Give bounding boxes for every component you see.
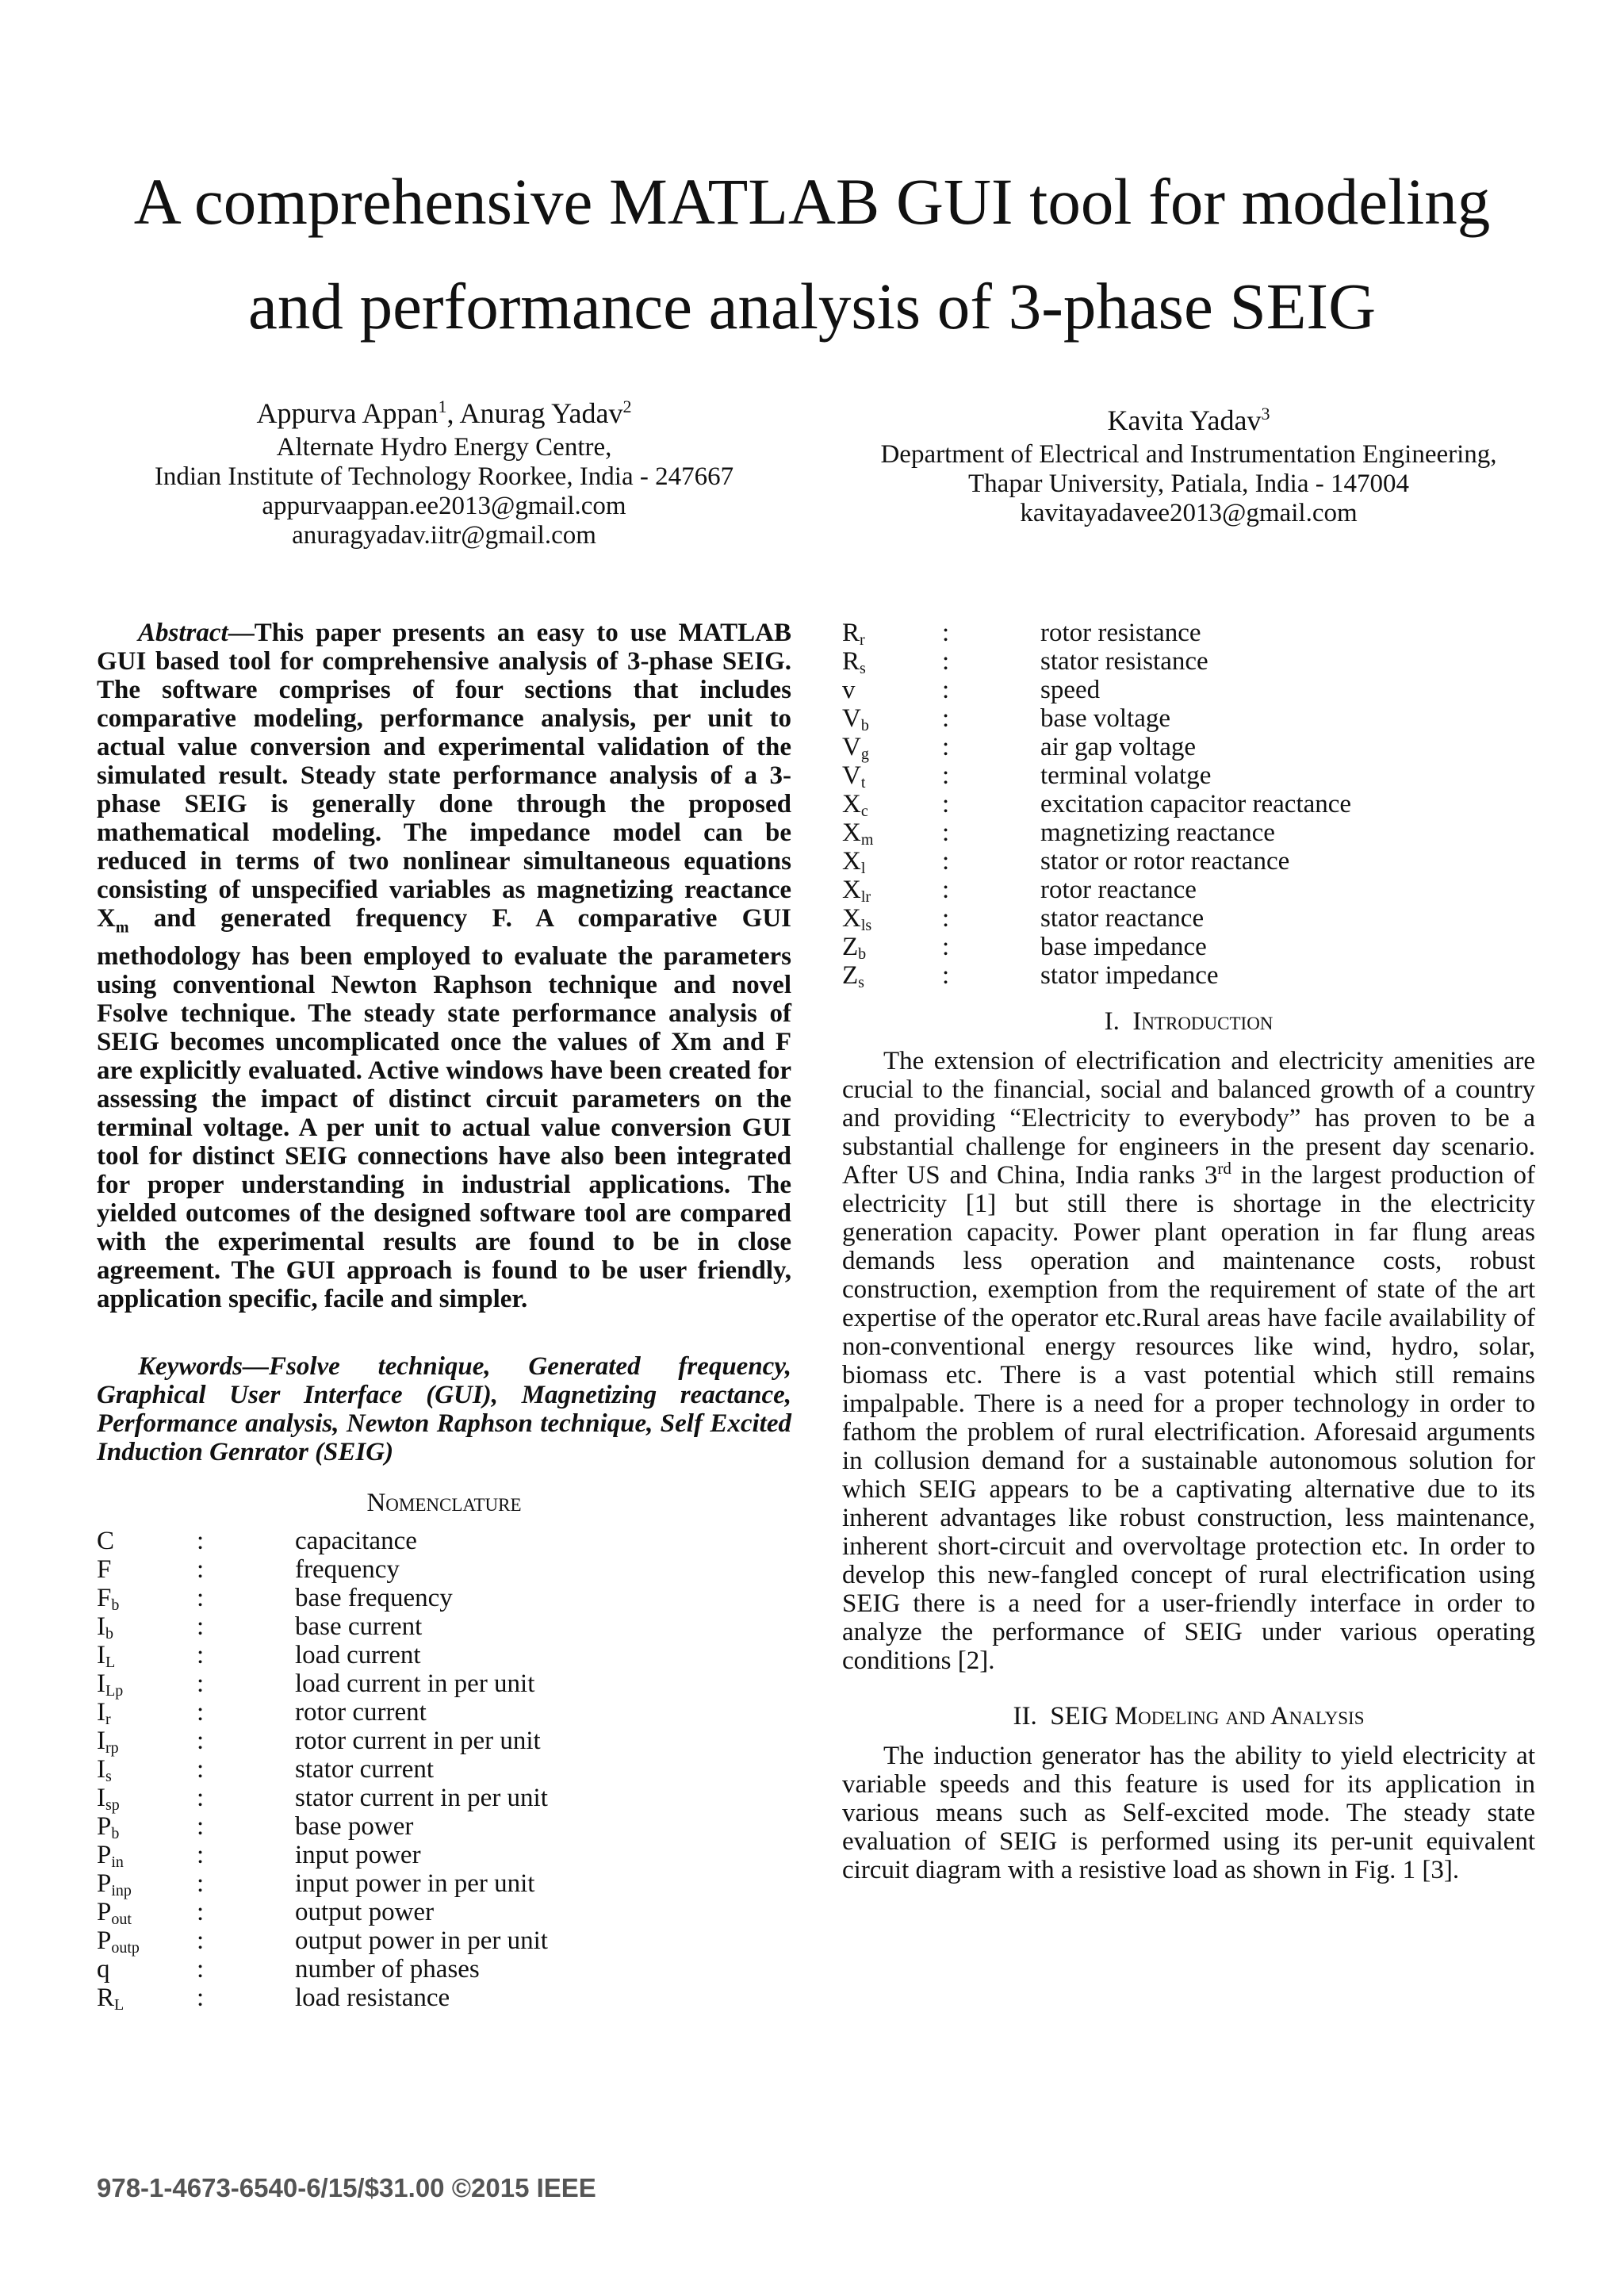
nomenclature-colon: :: [942, 876, 950, 904]
nomenclature-row: [97, 1926, 791, 1955]
nomenclature-symbol: $X_l$: [842, 847, 866, 877]
nomenclature-colon: :: [942, 676, 950, 704]
nomenclature-colon: :: [942, 904, 950, 933]
nomenclature-symbol: $V_g$: [842, 733, 869, 763]
affiliation-line: Thapar University, Patiala, India - 147004: [968, 470, 1409, 498]
author-names-left: Appurva Appan$^1$, Anurag Yadav$^2$: [256, 397, 632, 429]
nomenclature-colon: :: [197, 1869, 205, 1898]
nomenclature-colon: :: [197, 1640, 205, 1669]
nomenclature-row: [97, 1869, 791, 1898]
nomenclature-definition: stator reactance: [1040, 904, 1205, 933]
nomenclature-definition: base voltage: [1040, 704, 1171, 733]
nomenclature-row: [842, 704, 1535, 733]
nomenclature-row: [842, 847, 1535, 876]
nomenclature-definition: stator current in per unit: [295, 1783, 548, 1812]
nomenclature-colon: :: [197, 1926, 205, 1955]
author-block-left: [97, 387, 791, 550]
keywords: Keywords—Fsolve technique, Generated frequency, Graphical User Interface (GUI), Magnetizing reactance, Performance analysis, Newton Raphson technique, Self Excited Induction Genrator (SEIG): [97, 1351, 791, 1466]
nomenclature-colon: :: [197, 1783, 205, 1812]
nomenclature-row: [97, 1841, 791, 1869]
affiliation-line: Department of Electrical and Instrumentation Engineering,: [880, 440, 1497, 469]
nomenclature-symbol: $V_t$: [842, 761, 866, 792]
nomenclature-symbol: $I_L$: [97, 1640, 116, 1671]
nomenclature-colon: :: [197, 1583, 205, 1612]
nomenclature-definition: load resistance: [295, 1983, 450, 2012]
nomenclature-symbol: $P_{out}$: [97, 1897, 132, 1928]
nomenclature-colon: :: [197, 1754, 205, 1784]
nomenclature-row: [97, 1955, 791, 1984]
nomenclature-symbol: $I_{sp}$: [97, 1783, 120, 1814]
nomenclature-symbol: $I_r$: [97, 1697, 111, 1728]
nomenclature-definition: air gap voltage: [1040, 733, 1197, 761]
nomenclature-definition: base impedance: [1040, 933, 1207, 961]
copyright-footer: 978-1-4673-6540-6/15/$31.00 ©2015 IEEE: [97, 2173, 596, 2202]
nomenclature-symbol: $R_L$: [97, 1983, 124, 2014]
nomenclature-symbol: $P_{inp}$: [97, 1869, 132, 1899]
nomenclature-definition: stator resistance: [1040, 647, 1208, 676]
title-line-2: and performance analysis of 3-phase SEIG: [247, 270, 1377, 343]
nomenclature-definition: terminal volatge: [1040, 761, 1212, 790]
nomenclature-row: [97, 1898, 791, 1926]
nomenclature-definition: load current: [295, 1640, 421, 1669]
nomenclature-definition: excitation capacitor reactance: [1040, 790, 1352, 818]
nomenclature-definition: rotor resistance: [1040, 619, 1201, 647]
abstract: Abstract—This paper presents an easy to use MATLAB GUI based tool for comprehensive analysis of 3-phase SEIG. The software comprises of four sections that includes comparative modeling, performance analysis, per unit to actual value conversion and experimental validation of the simulated result. Steady state performance analysis of a 3-phase SEIG is generally done through the proposed mathematical modeling. The impedance model can be reduced in terms of two nonlinear simultaneous equations consisting of unspecified variables as magnetizing reactance $X_m$ and generated frequency F. A comparative GUI methodology has been employed to evaluate the parameters using conventional Newton Raphson technique and novel Fsolve technique. The steady state performance analysis of SEIG becomes uncomplicated once the values of Xm and F are explicitly evaluated. Active windows have been created for assessing the impact of distinct circuit parameters on the terminal voltage. A per unit to actual value conversion GUI tool for distinct SEIG connections have also been integrated for proper understanding in industrial applications. The yielded outcomes of the designed software tool are compared with the experimental results are found to be in close agreement. The GUI approach is found to be user friendly, application specific, facile and simpler.: [97, 619, 791, 1313]
paper-title: [0, 149, 1624, 358]
section-heading-seig-modeling: II. SEIG Modeling and Analysis: [1013, 1702, 1365, 1731]
nomenclature-definition: magnetizing reactance: [1040, 818, 1275, 847]
nomenclature-symbol: $X_{lr}$: [842, 876, 871, 906]
nomenclature-definition: speed: [1040, 676, 1101, 704]
nomenclature-symbol: $R_r$: [842, 619, 865, 649]
nomenclature-symbol: F: [97, 1554, 112, 1584]
nomenclature-symbol: $Z_b$: [842, 933, 867, 963]
nomenclature-list-left: [97, 1527, 791, 2012]
nomenclature-colon: :: [197, 1697, 205, 1727]
nomenclature-definition: frequency: [295, 1554, 400, 1584]
nomenclature-symbol: $I_{rp}$: [97, 1726, 119, 1757]
nomenclature-definition: rotor current in per unit: [295, 1726, 541, 1755]
nomenclature-colon: :: [942, 733, 950, 761]
nomenclature-row: [97, 1669, 791, 1698]
nomenclature-colon: :: [942, 704, 950, 733]
nomenclature-symbol: $I_{Lp}$: [97, 1669, 124, 1700]
nomenclature-definition: rotor reactance: [1040, 876, 1197, 904]
nomenclature-definition: stator or rotor reactance: [1040, 847, 1290, 876]
nomenclature-definition: base current: [295, 1612, 423, 1641]
nomenclature-definition: load current in per unit: [295, 1669, 535, 1698]
section-heading-introduction: I. Introduction: [1104, 1007, 1274, 1036]
nomenclature-row: [842, 818, 1535, 847]
nomenclature-colon: :: [197, 1554, 205, 1584]
nomenclature-colon: :: [197, 1954, 205, 1984]
nomenclature-colon: :: [942, 818, 950, 847]
nomenclature-colon: :: [942, 847, 950, 876]
nomenclature-symbol: $Z_s$: [842, 961, 864, 991]
nomenclature-definition: capacitance: [295, 1526, 417, 1555]
author-email: anuragyadav.iitr@gmail.com: [292, 521, 596, 550]
nomenclature-colon: :: [942, 647, 950, 676]
nomenclature-row: [842, 733, 1535, 761]
nomenclature-colon: :: [197, 1983, 205, 2012]
nomenclature-colon: :: [942, 619, 950, 647]
left-column: [97, 619, 791, 2012]
author-block-right: [842, 394, 1535, 528]
nomenclature-colon: :: [942, 961, 950, 990]
nomenclature-colon: :: [197, 1811, 205, 1841]
nomenclature-symbol: $P_{in}$: [97, 1840, 124, 1871]
introduction-paragraph: The extension of electrification and electricity amenities are crucial to the financial, social and balanced growth of a country and providing “Electricity to everybody” has proven to be a substantial challenge for engineers in the present day scenario. After US and China, India ranks 3rd in the largest production of electricity [1] but still there is shortage in the electricity generation capacity. Power plant operation in far flung areas demands less operation and maintenance costs, robust construction, exemption from the requirement of state of the art expertise of the operator etc.Rural areas have facile availability of non-conventional energy resources like wind, hydro, solar, biomass etc. There is a vast potential which still remains impalpable. There is a need for a proper technology in order to fathom the problem of rural electrification. Aforesaid arguments in collusion demand for a sustainable autonomous solution for which SEIG appears to be a captivating alternative due to its inherent advantages like robust construction, less maintenance, inherent short-circuit and overvoltage protection etc. In order to develop this new-fangled concept of rural electrification using SEIG there is a need for a user-friendly interface in order to analyze the performance of SEIG under various operating conditions [2].: [842, 1047, 1535, 1675]
title-line-1: A comprehensive MATLAB GUI tool for modeling: [133, 165, 1491, 238]
nomenclature-symbol: $X_c$: [842, 790, 868, 820]
nomenclature-definition: base power: [295, 1811, 414, 1841]
seig-modeling-paragraph: The induction generator has the ability to yield electricity at variable speeds and this feature is used for its application in various means such as Self-excited mode. The steady state evaluation of SEIG is performed using its per-unit equivalent circuit diagram with a resistive load as shown in Fig. 1 [3].: [842, 1742, 1535, 1884]
nomenclature-colon: :: [942, 933, 950, 961]
nomenclature-symbol: C: [97, 1526, 115, 1555]
nomenclature-symbol: $I_b$: [97, 1612, 113, 1642]
nomenclature-colon: :: [197, 1526, 205, 1555]
nomenclature-symbol: q: [97, 1954, 110, 1984]
nomenclature-symbol: $X_{ls}$: [842, 904, 872, 934]
author-email: appurvaappan.ee2013@gmail.com: [262, 492, 626, 520]
nomenclature-row: [97, 1755, 791, 1784]
nomenclature-row: [842, 790, 1535, 818]
nomenclature-row: [97, 1555, 791, 1584]
nomenclature-colon: :: [197, 1669, 205, 1698]
nomenclature-colon: :: [942, 761, 950, 790]
nomenclature-symbol: $R_s$: [842, 647, 866, 677]
nomenclature-definition: stator current: [295, 1754, 435, 1784]
nomenclature-row: [97, 1527, 791, 1555]
nomenclature-symbol: $I_s$: [97, 1754, 112, 1785]
author-name-right: Kavita Yadav$^3$: [1107, 404, 1270, 436]
nomenclature-symbol: v: [842, 676, 856, 704]
nomenclature-row: [97, 1784, 791, 1812]
nomenclature-symbol: $P_b$: [97, 1811, 120, 1842]
nomenclature-row: [97, 1812, 791, 1841]
nomenclature-definition: output power: [295, 1897, 435, 1926]
nomenclature-symbol: $F_b$: [97, 1583, 120, 1614]
nomenclature-row: [97, 1584, 791, 1612]
nomenclature-row: [842, 619, 1535, 647]
author-email: kavitayadavee2013@gmail.com: [1020, 499, 1358, 527]
nomenclature-row: [97, 1612, 791, 1641]
nomenclature-colon: :: [197, 1612, 205, 1641]
nomenclature-symbol: $V_b$: [842, 704, 869, 734]
nomenclature-row: [842, 961, 1535, 990]
nomenclature-definition: base frequency: [295, 1583, 453, 1612]
nomenclature-colon: :: [197, 1726, 205, 1755]
nomenclature-definition: number of phases: [295, 1954, 480, 1984]
nomenclature-heading: Nomenclature: [366, 1488, 522, 1517]
nomenclature-colon: :: [197, 1840, 205, 1869]
affiliation-line: Indian Institute of Technology Roorkee, India - 247667: [154, 462, 734, 491]
nomenclature-definition: output power in per unit: [295, 1926, 548, 1955]
nomenclature-row: [842, 647, 1535, 676]
nomenclature-row: [97, 1641, 791, 1669]
nomenclature-colon: :: [197, 1897, 205, 1926]
nomenclature-colon: :: [942, 790, 950, 818]
nomenclature-row: [97, 1984, 791, 2012]
nomenclature-row: [842, 933, 1535, 961]
nomenclature-row: [97, 1727, 791, 1755]
nomenclature-row: [842, 761, 1535, 790]
nomenclature-symbol: $P_{outp}$: [97, 1926, 140, 1957]
nomenclature-definition: input power in per unit: [295, 1869, 535, 1898]
nomenclature-definition: stator impedance: [1040, 961, 1219, 990]
nomenclature-row: [97, 1698, 791, 1727]
nomenclature-definition: input power: [295, 1840, 421, 1869]
nomenclature-definition: rotor current: [295, 1697, 427, 1727]
right-column: [842, 619, 1535, 1884]
nomenclature-row: [842, 676, 1535, 704]
nomenclature-list-right: [842, 619, 1535, 990]
affiliation-line: Alternate Hydro Energy Centre,: [276, 433, 612, 462]
nomenclature-symbol: $X_m$: [842, 818, 874, 849]
nomenclature-row: [842, 876, 1535, 904]
nomenclature-row: [842, 904, 1535, 933]
